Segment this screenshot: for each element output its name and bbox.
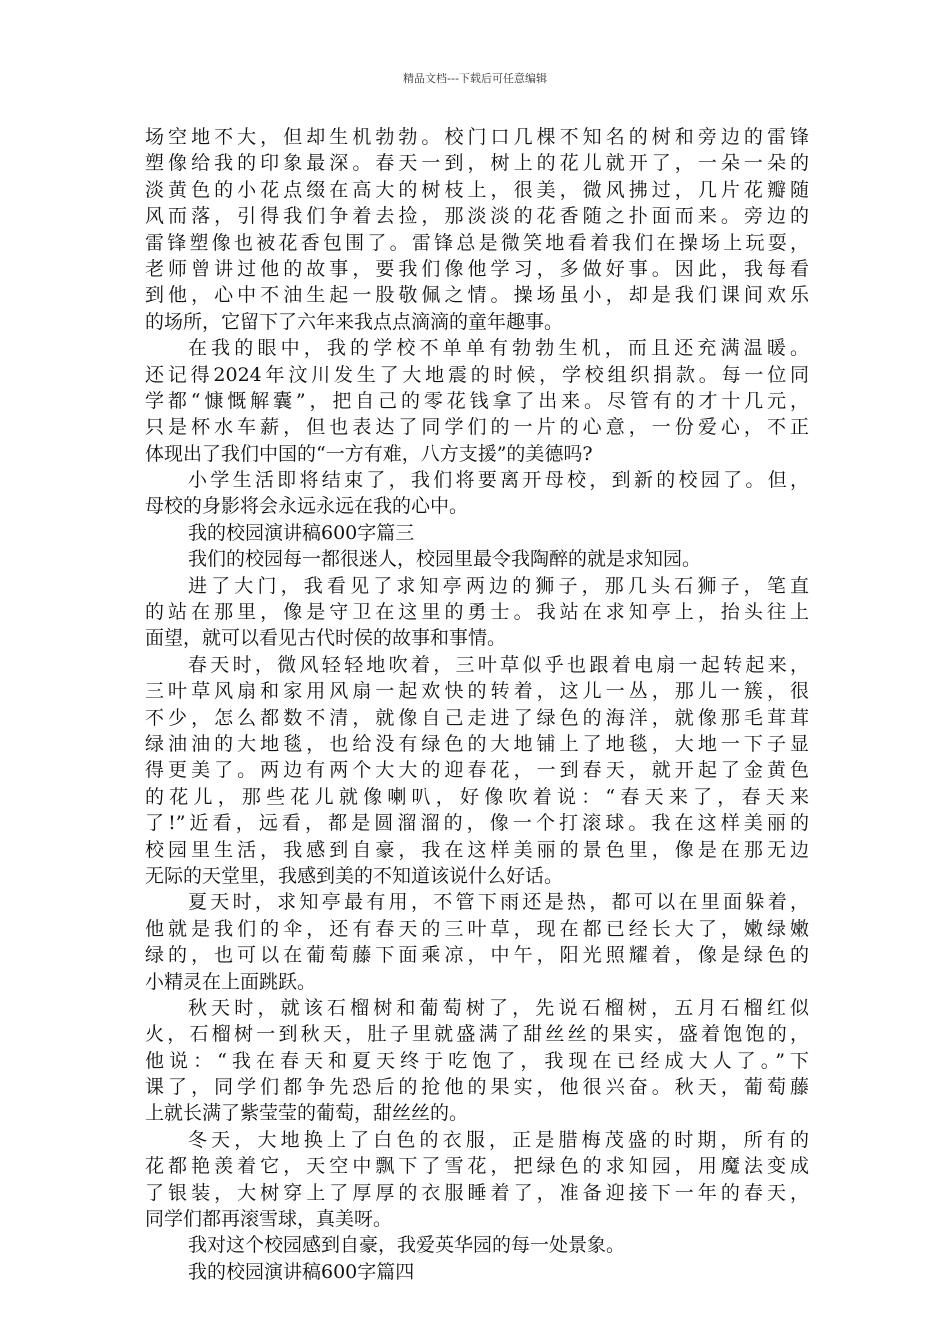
text-line: 我的校园演讲稿600字篇三 <box>188 521 415 544</box>
text-line: 场空地不大，但却生机勃勃。校门口几棵不知名的树和旁边的雷锋 <box>145 126 809 148</box>
text-line: 冬天，大地换上了白色的衣服，正是腊梅茂盛的时期，所有的 <box>188 1128 809 1151</box>
text-line: 我对这个校园感到自豪，我爱英华园的每一处景象。 <box>188 1234 626 1257</box>
text-line: 春天时，微风轻轻地吹着，三叶草似乎也跟着电扇一起转起来， <box>188 653 809 676</box>
text-line: 的花儿，那些花儿就像喇叭，好像吹着说：“春天来了，春天来 <box>145 785 809 808</box>
text-line: 淡黄色的小花点缀在高大的树枝上，很美，微风拂过，几片花瓣随 <box>145 178 809 201</box>
text-line: 我的校园演讲稿600字篇四 <box>188 1260 415 1283</box>
document-body <box>145 124 809 1285</box>
text-line: 他就是我们的伞，还有春天的三叶草，现在都已经长大了，嫩绿嫩 <box>145 917 809 940</box>
text-line: 在我的眼中，我的学校不单单有勃勃生机，而且还充满温暖。 <box>188 337 809 360</box>
text-line: 我们的校园每一都很迷人，校园里最令我陶醉的就是求知园。 <box>188 548 702 571</box>
text-line: 雷锋塑像也被花香包围了。雷锋总是微笑地看着我们在操场上玩耍， <box>145 231 809 254</box>
text-line: 绿油油的大地毯，也给没有绿色的大地铺上了地毯，大地一下子显 <box>145 732 809 755</box>
text-line: 小精灵在上面跳跃。 <box>145 970 317 993</box>
text-line: 塑像给我的印象最深。春天一到，树上的花儿就开了，一朵一朵的 <box>145 152 809 175</box>
text-line: 秋天时，就该石榴树和葡萄树了，先说石榴树，五月石榴红似 <box>188 996 809 1019</box>
text-line: 同学们都再滚雪球，真美呀。 <box>145 1208 393 1231</box>
text-line: 老师曾讲过他的故事，要我们像他学习，多做好事。因此，我每看 <box>145 257 809 280</box>
text-line: 校园里生活，我感到自豪，我在这样美丽的景色里，像是在那无边 <box>145 838 809 861</box>
text-line: 他说：“我在春天和夏天终于吃饱了，我现在已经成大人了。”下 <box>145 1049 809 1072</box>
text-line: 火，石榴树一到秋天，肚子里就盛满了甜丝丝的果实，盛着饱饱的， <box>145 1023 809 1046</box>
text-line: 绿的，也可以在葡萄藤下面乘凉，中午，阳光照耀着，像是绿色的 <box>145 944 809 967</box>
text-line: 上就长满了紫莹莹的葡萄，甜丝丝的。 <box>145 1102 469 1125</box>
text-line: 了银装，大树穿上了厚厚的衣服睡着了，准备迎接下一年的春天， <box>145 1181 809 1204</box>
text-line: 还记得2024年汶川发生了大地震的时候，学校组织捐款。每一位同 <box>145 363 809 386</box>
text-line: 无际的天堂里，我感到美的不知道该说什么好话。 <box>145 864 564 887</box>
text-line: 课了，同学们都争先恐后的抢他的果实，他很兴奋。秋天，葡萄藤 <box>145 1076 809 1099</box>
text-line: 风而落，引得我们争着去捡，那淡淡的花香随之扑面而来。旁边的 <box>145 205 809 228</box>
text-line: 小学生活即将结束了，我们将要离开母校，到新的校园了。但， <box>188 469 809 492</box>
text-line: 花都艳羡着它，天空中飘下了雪花，把绿色的求知园，用魔法变成 <box>145 1155 809 1178</box>
page-header: 精品文档---下载后可任意编辑 <box>403 72 547 85</box>
text-line: 母校的身影将会永远永远在我的心中。 <box>145 495 469 518</box>
text-line: 到他，心中不油生起一股敬佩之情。操场虽小，却是我们课间欢乐 <box>145 284 809 307</box>
text-line: 三叶草风扇和家用风扇一起欢快的转着，这儿一丛，那儿一簇，很 <box>145 680 809 703</box>
text-line: 夏天时，求知亭最有用，不管下雨还是热，都可以在里面躲着， <box>188 891 809 914</box>
text-line: 得更美了。两边有两个大大的迎春花，一到春天，就开起了金黄色 <box>145 759 809 782</box>
text-line: 的场所，它留下了六年来我点点滴滴的童年趣事。 <box>145 310 564 333</box>
text-line: 进了大门，我看见了求知亭两边的狮子，那几头石狮子，笔直 <box>188 574 809 597</box>
text-line: 面望，就可以看见古代时侯的故事和事情。 <box>145 627 507 650</box>
text-line: 不少，怎么都数不清，就像自己走进了绿色的海洋，就像那毛茸茸 <box>145 706 809 729</box>
text-line: 了!”近看，远看，都是圆溜溜的，像一个打滚球。我在这样美丽的 <box>145 812 809 835</box>
text-line: 体现出了我们中国的“一方有难，八方支援”的美德吗? <box>145 442 593 465</box>
text-line: 学都“慷慨解囊”，把自己的零花钱拿了出来。尽管有的才十几元， <box>145 389 809 412</box>
text-line: 的站在那里，像是守卫在这里的勇士。我站在求知亭上，抬头往上 <box>145 601 809 624</box>
text-line: 只是杯水车薪，但也表达了同学们的一片的心意，一份爱心，不正 <box>145 416 809 439</box>
